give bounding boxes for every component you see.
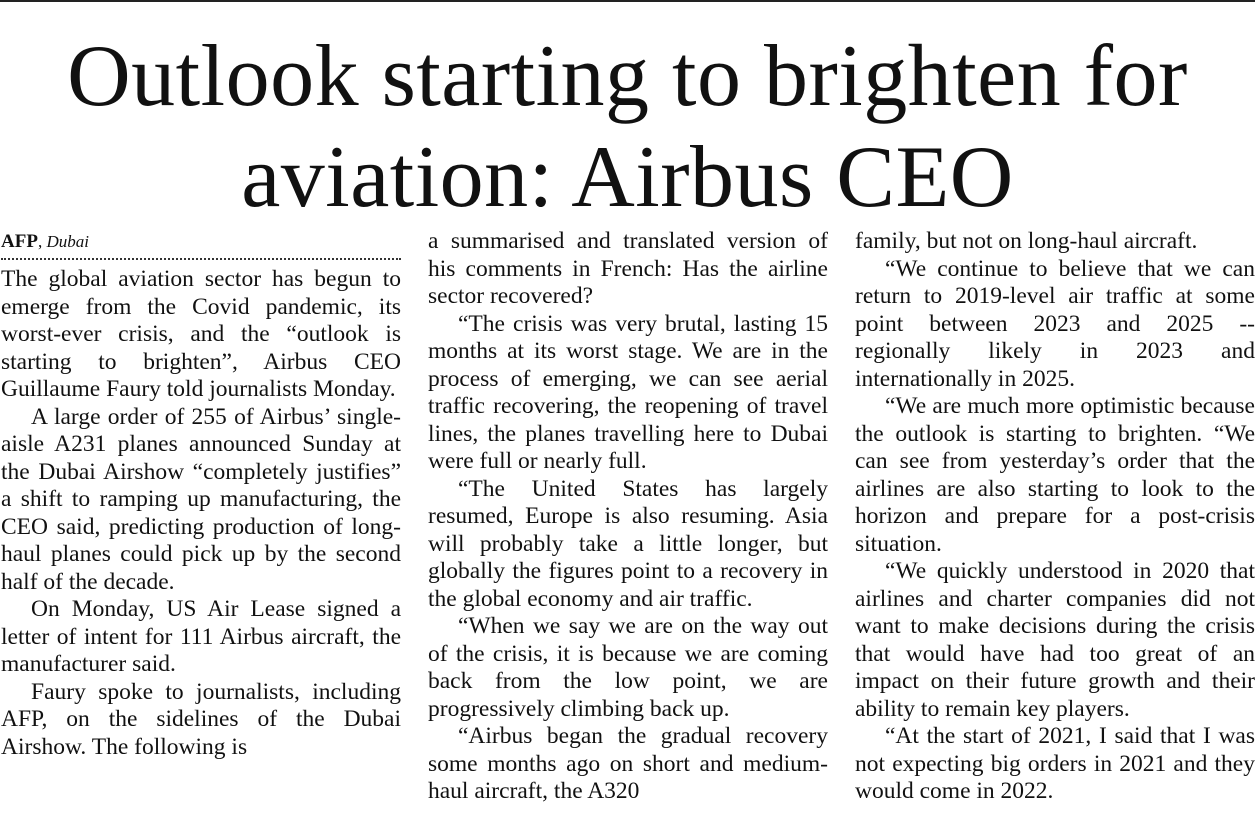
- headline: [0, 26, 1255, 228]
- paragraph: A large order of 255 of Airbus’ single-aisle A231 planes announced Sunday at the Dubai Airshow “completely justifies” a shift to ramping up manufacturing, the CEO said, predicting production of long-haul planes could pick up by the second half of the decade.: [1, 403, 401, 595]
- article-column-3: [855, 228, 1255, 806]
- paragraph: “We continue to believe that we can return to 2019-level air traffic at some point between 2023 and 2025 -- regionally likely in 2023 and internationally in 2025.: [855, 255, 1255, 392]
- paragraph: On Monday, US Air Lease signed a letter of intent for 111 Airbus aircraft, the manufacturer said.: [1, 596, 401, 677]
- paragraph: “At the start of 2021, I said that I was not expecting big orders in 2021 and they would come in 2022.: [855, 723, 1255, 804]
- paragraph: “The crisis was very brutal, lasting 15 months at its worst stage. We are in the process of emerging, we can see aerial traffic recovering, the reopening of travel lines, the planes travelling here to Dubai were full or nearly full.: [428, 310, 828, 474]
- article-column-2: [428, 228, 828, 806]
- headline-line-1: Outlook starting to brighten for: [67, 28, 1188, 125]
- paragraph: family, but not on long-haul aircraft.: [855, 228, 1198, 254]
- paragraph: “We are much more optimistic because the outlook is starting to brighten. “We can see from yesterday’s order that the airlines are also starting to look to the horizon and prepare for a post-crisis situation.: [855, 393, 1255, 557]
- byline-agency: AFP: [1, 231, 38, 252]
- byline: [1, 228, 401, 260]
- headline-line-2: aviation: Airbus CEO: [241, 129, 1014, 226]
- paragraph: “We quickly understood in 2020 that airlines and charter companies did not want to make decisions during the crisis that would have had too great of an impact on their future growth and their ability to remain key players.: [855, 558, 1255, 722]
- top-rule: [0, 0, 1255, 2]
- paragraph: “Airbus began the gradual recovery some months ago on short and medium-haul aircraft, the A320: [428, 723, 828, 804]
- paragraph: The global aviation sector has begun to emerge from the Covid pandemic, its worst-ever crisis, and the “outlook is starting to brighten”, Airbus CEO Guillaume Faury told journalists Monday.: [1, 266, 401, 402]
- byline-location: Dubai: [46, 232, 89, 251]
- article-column-1: [1, 228, 401, 761]
- paragraph: a summarised and translated version of his comments in French: Has the airline sector recovered?: [428, 228, 828, 309]
- paragraph: “When we say we are on the way out of the crisis, it is because we are coming back from the low point, we are progressively climbing back up.: [428, 613, 828, 722]
- paragraph: Faury spoke to journalists, including AFP, on the sidelines of the Dubai Airshow. The following is: [1, 678, 401, 760]
- paragraph: “The United States has largely resumed, Europe is also resuming. Asia will probably take a little longer, but globally the figures point to a recovery in the global economy and air traffic.: [428, 475, 828, 612]
- byline-separator: ,: [37, 232, 43, 251]
